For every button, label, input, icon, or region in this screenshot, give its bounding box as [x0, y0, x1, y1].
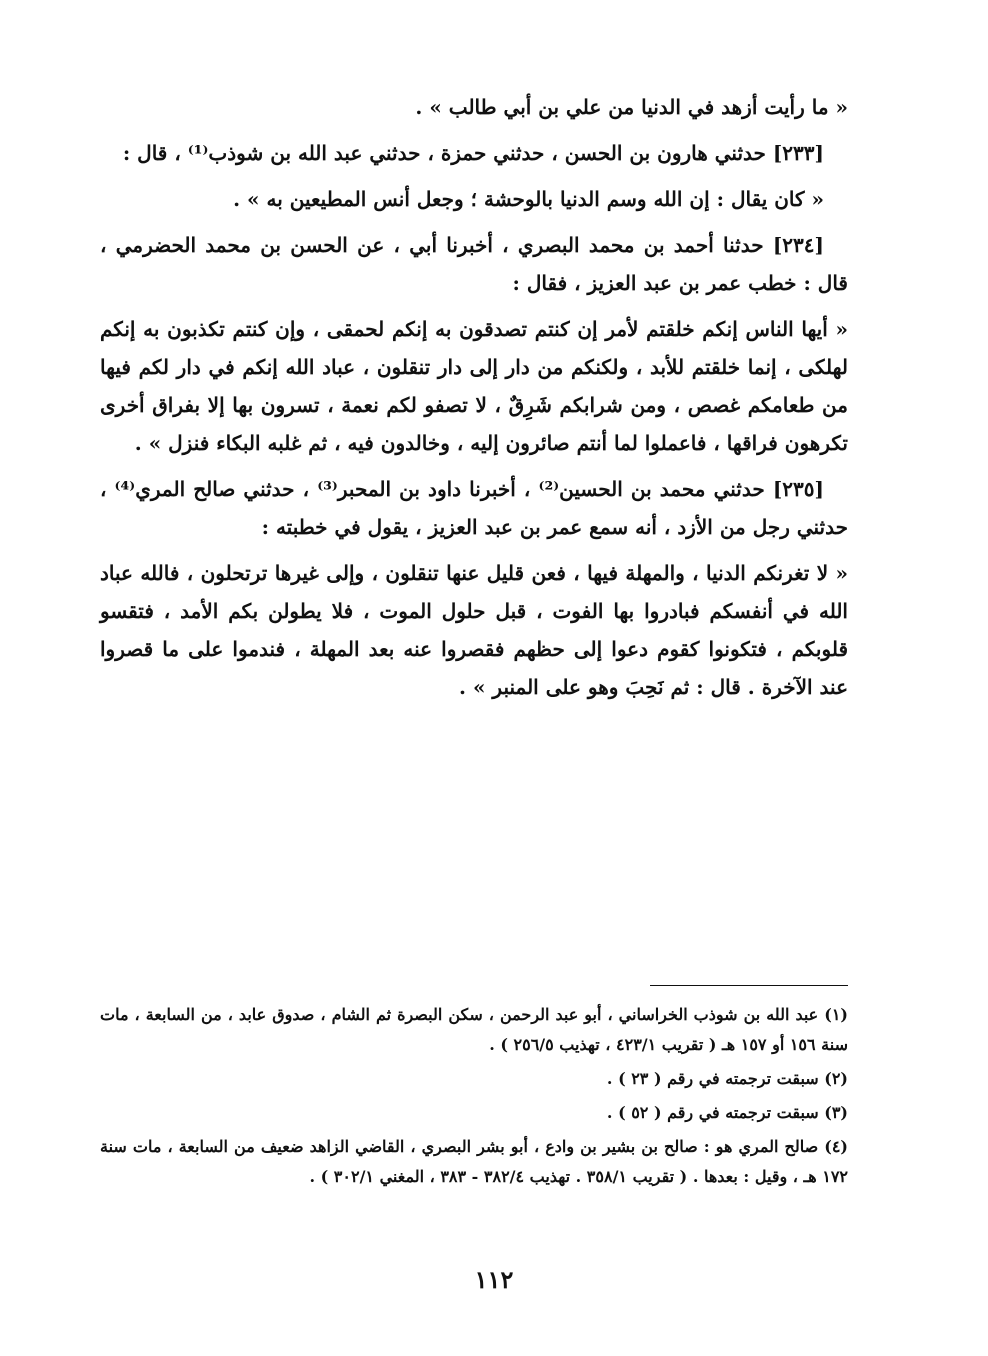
narration-text: « ما رأيت أزهد في الدنيا من علي بن أبي طالب » . [415, 95, 848, 119]
footnotes [100, 1000, 848, 1196]
footnote-3: (٣) سبقت ترجمته في رقم ( ٥٢ ) . [606, 1103, 848, 1122]
footnote-2: (٢) سبقت ترجمته في رقم ( ٢٣ ) . [606, 1069, 848, 1088]
hadith-235-quote: « لا تغرنكم الدنيا ، والمهلة فيها ، فعن قليل عنها تنقلون ، وإلى غيرها ترتحلون ، فالله عباد الله في أنفسكم فبادروا بها الفوت ، قبل حلول الموت ، فلا يطولن بكم الأمد ، فتقسو قلوبكم ، فتكونوا كقوم دعوا إلى حظهم فقصروا عنه بعد المهلة ، فندموا على ما قصروا عند الآخرة . قال : ثم نَحِبَ وهو على المنبر » . [100, 561, 848, 699]
hadith-233-isnad: [٢٣٣] حدثني هارون بن الحسن ، حدثني حمزة ، حدثني عبد الله بن شوذب⁽¹⁾ ، قال : [122, 141, 824, 165]
hadith-234-isnad: [٢٣٤] حدثنا أحمد بن محمد البصري ، أخبرنا أبي ، عن الحسن بن محمد الحضرمي ، قال : خطب عمر بن عبد العزيز ، فقال : [100, 233, 848, 295]
hadith-235-isnad: [٢٣٥] حدثني محمد بن الحسين⁽²⁾ ، أخبرنا داود بن المحبر⁽³⁾ ، حدثني صالح المري⁽⁴⁾ ، حدثني رجل من الأزد ، أنه سمع عمر بن عبد العزيز ، يقول في خطبته : [100, 477, 848, 539]
footnote-1: (١) عبد الله بن شوذب الخراساني ، أبو عبد الرحمن ، سكن البصرة ثم الشام ، صدوق عابد ، من السابعة ، مات سنة ١٥٦ أو ١٥٧ هـ ( تقريب ٤٢٣/١ ، تهذيب ٢٥٦/٥ ) . [100, 1005, 848, 1054]
hadith-233-quote: « كان يقال : إن الله وسم الدنيا بالوحشة ؛ وجعل أنس المطيعين به » . [233, 187, 824, 211]
main-text [100, 88, 848, 714]
footnote-separator [650, 985, 848, 986]
footnote-4: (٤) صالح المري هو : صالح بن بشير بن وادع ، أبو بشر البصري ، القاضي الزاهد ضعيف من السابعة ، مات سنة ١٧٢ هـ ، وقيل : بعدها . ( تقريب ٣٥٨/١ . تهذيب ٣٨٢/٤ - ٣٨٣ ، المغني ٣٠٢/١ ) . [100, 1137, 848, 1186]
hadith-234-quote: « أيها الناس إنكم خلقتم لأمر إن كنتم تصدقون به إنكم لحمقى ، وإن كنتم تكذبون به إنكم لهلكى ، إنما خلقتم للأبد ، ولكنكم من دار إلى دار تنقلون ، عباد الله إنكم في دار لكم فيها من طعامكم غصص ، ومن شرابكم شَرِقٌ ، لا تصفو لكم نعمة ، تسرون بها إلا بفراق أخرى تكرهون فراقها ، فاعملوا لما أنتم صائرون إليه ، وخالدون فيه ، ثم غلبه البكاء فنزل » . [100, 317, 848, 455]
page-number: ١١٢ [474, 1265, 514, 1294]
